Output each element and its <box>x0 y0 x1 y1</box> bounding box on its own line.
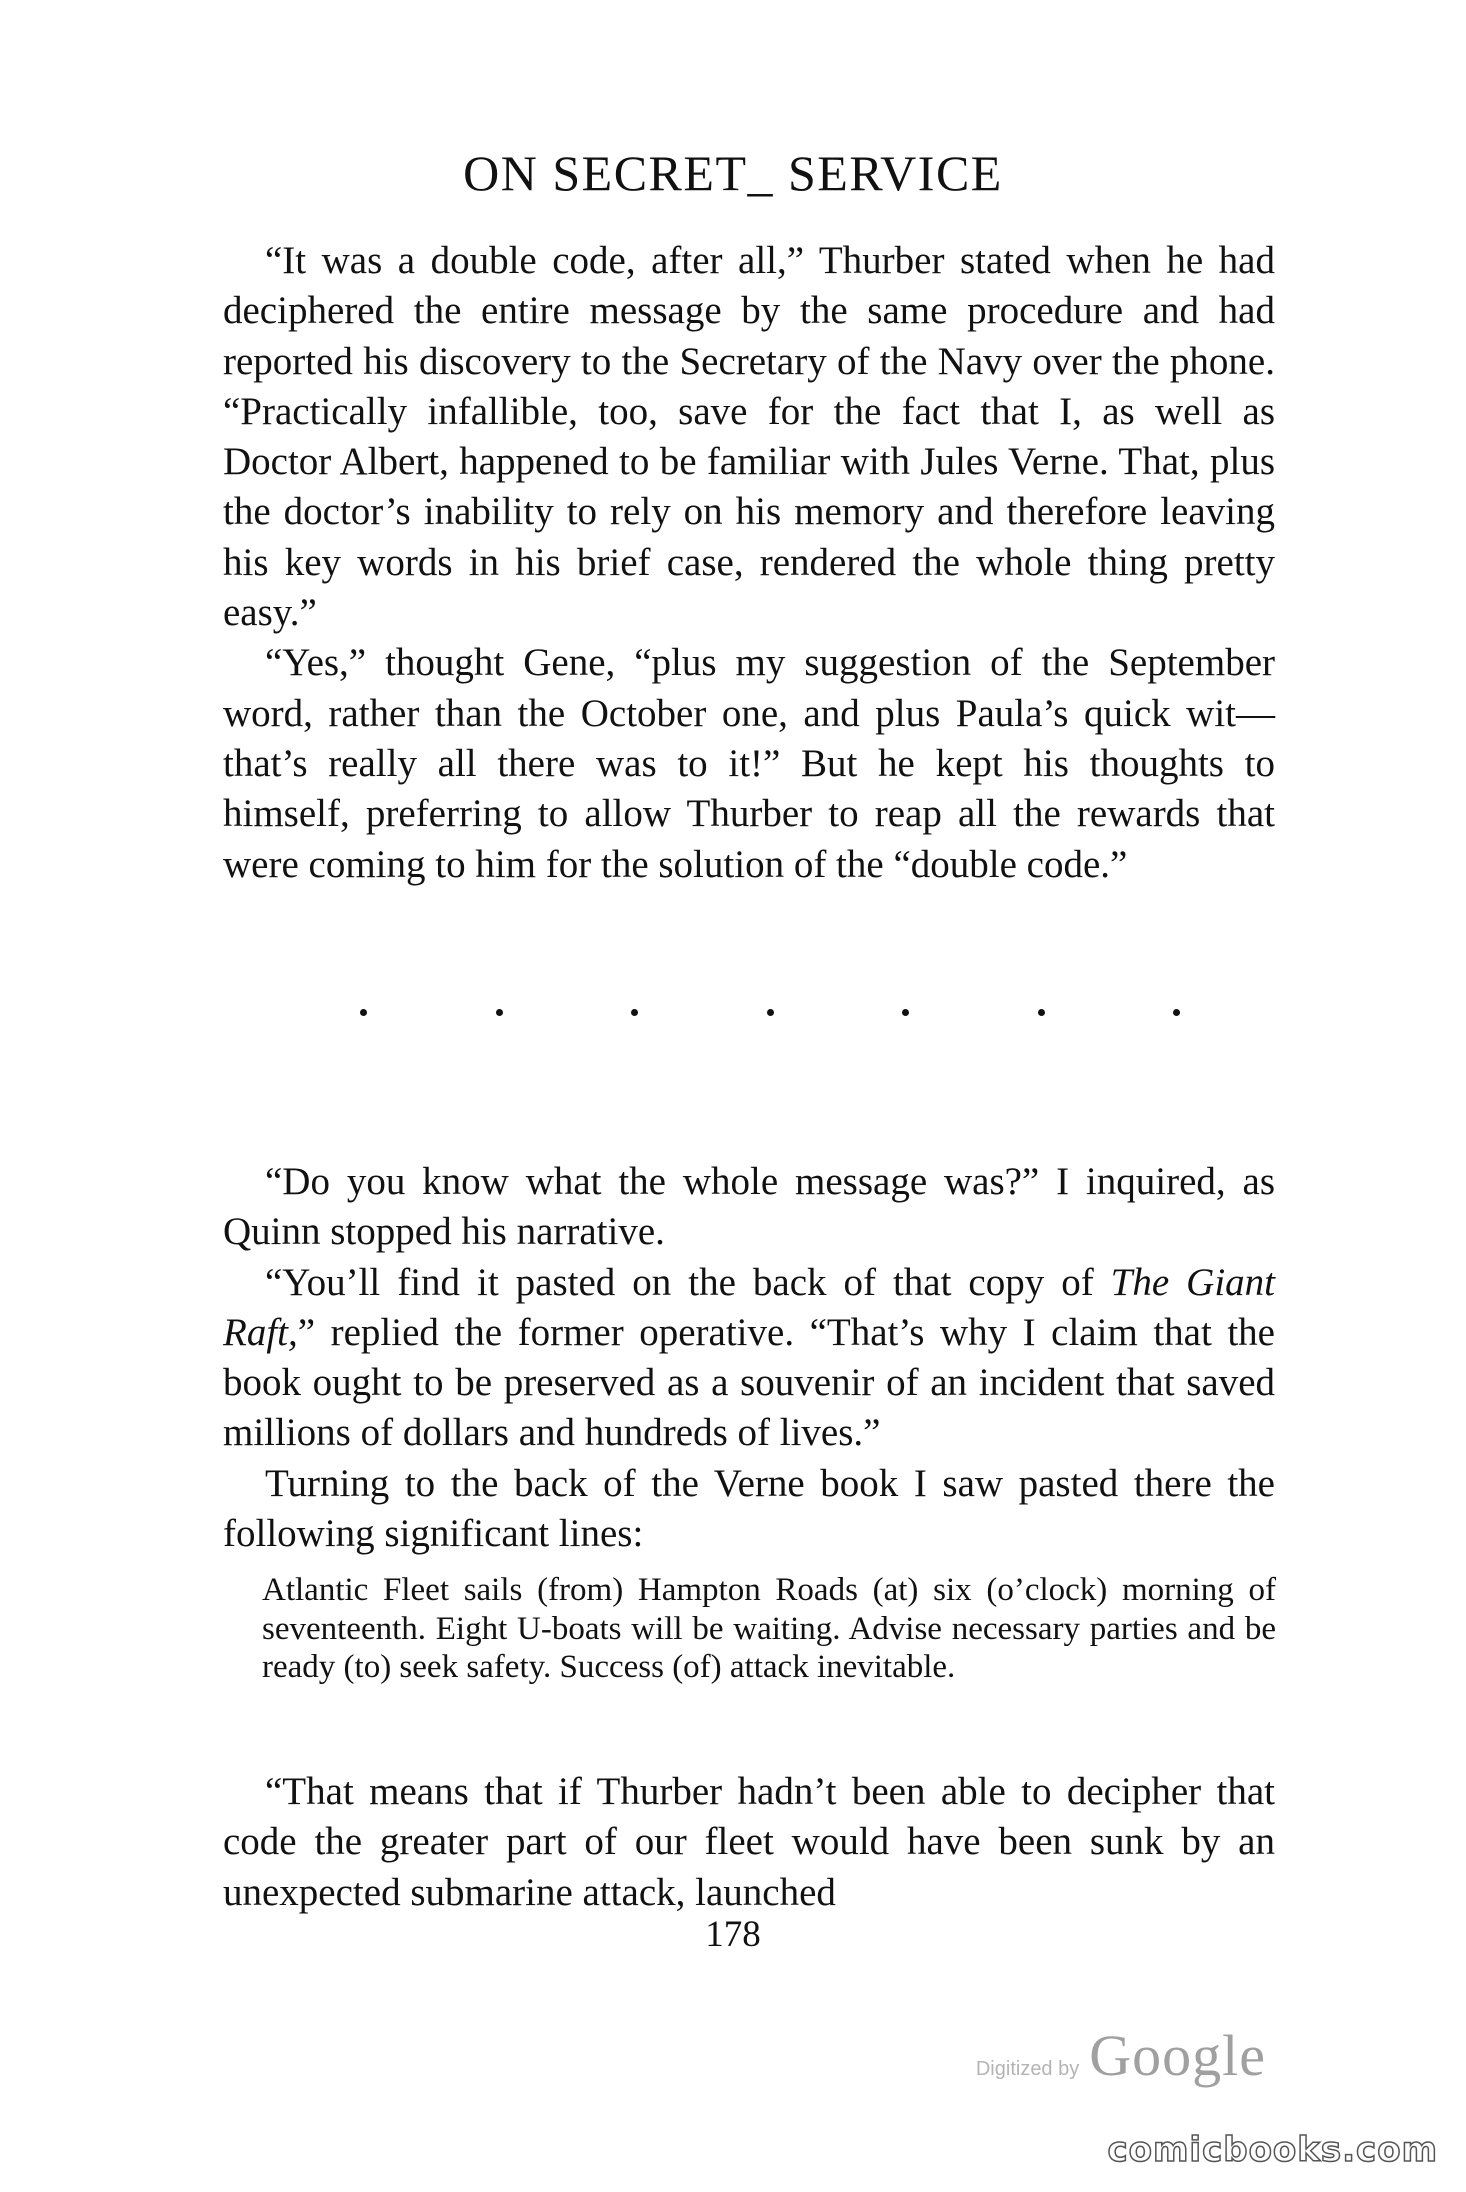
decoded-message <box>262 1571 1276 1687</box>
paragraph: “It was a double code, after all,” Thurber stated when he had deciphered the entire message by the same procedure and had reported his discovery to the Secretary of the Navy over the phone. “Practically infallible, too, save for the fact that I, as well as Doctor Albert, happened to be familiar with Jules Verne. That, plus the doctor’s inability to rely on his memory and therefore leaving his key words in his brief case, rendered the whole thing pretty easy.” <box>223 239 1275 635</box>
page-number: 178 <box>705 1914 761 1955</box>
section-break <box>360 997 1180 1027</box>
ornament-dot <box>902 1009 909 1016</box>
text-block-top <box>223 236 1275 890</box>
digitized-watermark <box>976 2022 1266 2089</box>
text-run: ” replied the former operative. “That’s why I claim that the book ought to be preserved as a souvenir of an incident that saved millions of dollars and hundreds of lives.” <box>223 1310 1275 1455</box>
ornament-dot <box>767 1009 774 1016</box>
paragraph <box>223 1258 1275 1459</box>
ornament-dot <box>496 1009 503 1016</box>
ornament-dot <box>1173 1009 1180 1016</box>
running-head: ON SECRET_ SERVICE <box>463 145 1003 201</box>
ornament-dot <box>360 1009 367 1016</box>
ornament-dot <box>631 1009 638 1016</box>
book-title: The Giant Raft, <box>223 1260 1275 1354</box>
text-run: “You’ll find it pasted on the back of that copy of <box>265 1260 1111 1304</box>
paragraph: “That means that if Thurber hadn’t been able to decipher that code the greater part of our fleet would have been sunk by an unexpected submarine attack, launched <box>223 1770 1275 1914</box>
site-watermark: comicbooks.com <box>1107 2130 1438 2170</box>
message-text: Atlantic Fleet sails (from) Hampton Roads (at) six (o’clock) morning of seventeenth. Eight U-boats will be waiting. Advise necessary parties and be ready (to) seek safety. Success (of) attack inevitable. <box>262 1572 1276 1685</box>
paragraph: “Yes,” thought Gene, “plus my suggestion of the September word, rather than the October one, and plus Paula’s quick wit—that’s really all there was to it!” But he kept his thoughts to himself, preferring to allow Thurber to reap all the rewards that were coming to him for the solution of the “double code.” <box>223 641 1275 886</box>
text-block-bottom <box>223 1767 1275 1918</box>
ornament-dot <box>1038 1009 1045 1016</box>
watermark-digitized-label: Digitized by <box>975 2058 1080 2080</box>
paragraph: Turning to the back of the Verne book I saw pasted there the following significant lines: <box>223 1461 1275 1556</box>
paragraph: “Do you know what the whole message was?” I inquired, as Quinn stopped his narrative. <box>223 1160 1275 1254</box>
watermark-brand-logo: Google <box>1089 2023 1266 2088</box>
text-block-middle <box>223 1157 1275 1559</box>
